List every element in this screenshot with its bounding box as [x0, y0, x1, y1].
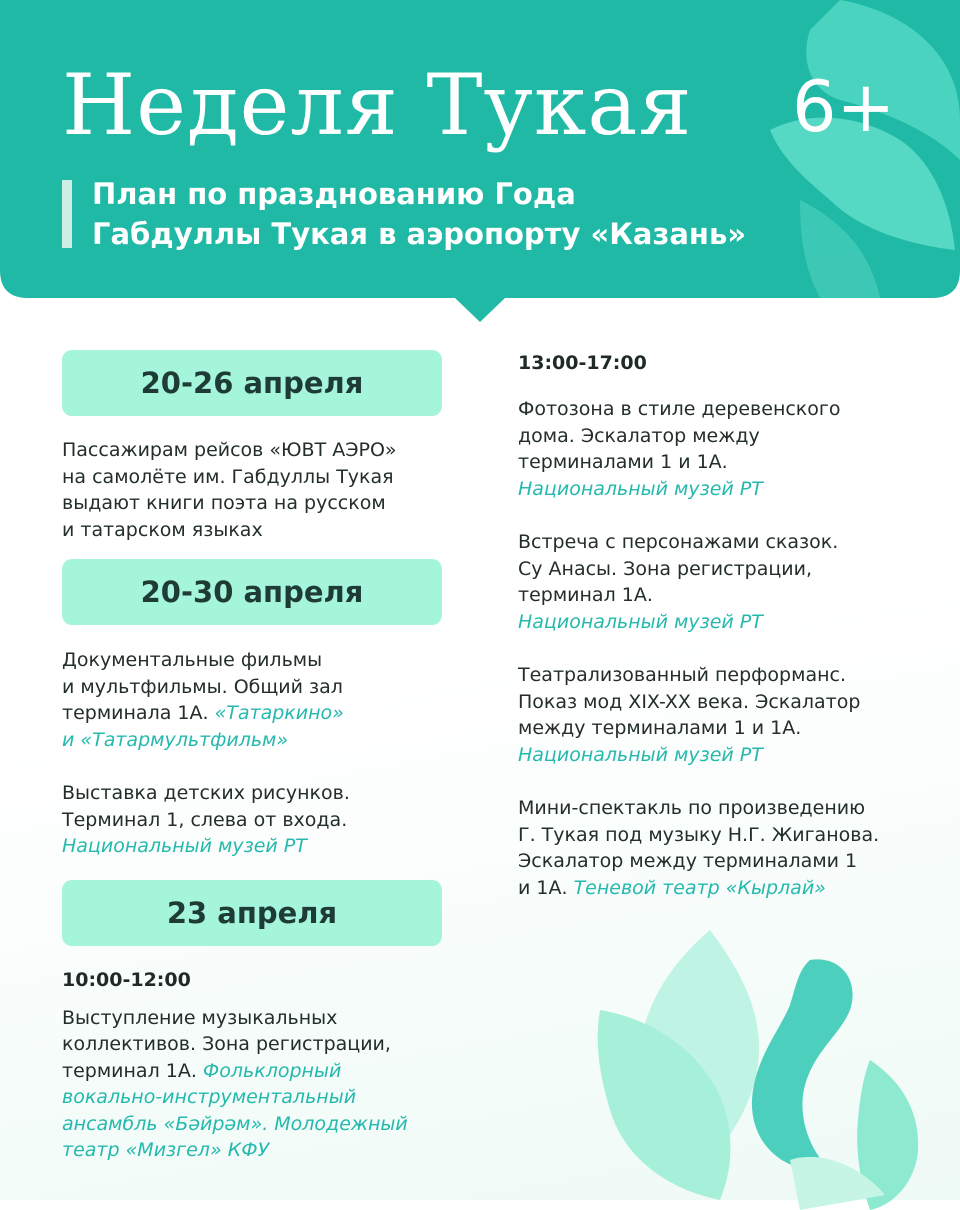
organizer-link[interactable]: Национальный музей РТ: [518, 743, 763, 766]
header: [0, 0, 960, 330]
floral-decoration-bottom-icon: [540, 910, 960, 1210]
text-line: коллективов. Зона регистрации,: [62, 1033, 391, 1055]
event-description: [62, 780, 442, 860]
text-line: выдают книги поэта на русском: [62, 492, 386, 514]
text-line: Эскалатор между терминалами 1: [518, 850, 858, 872]
text-line: на самолёте им. Габдуллы Тукая: [62, 465, 394, 488]
text-line: [62, 700, 442, 727]
subtitle-line: План по празднованию Года: [92, 177, 576, 211]
date-badge-20-26-april: 20-26 апреля: [62, 350, 442, 416]
text-line: [62, 1058, 442, 1085]
text-line: терминалами 1 и 1А.: [518, 451, 728, 473]
text-line: и татарском языках: [62, 518, 263, 541]
organizer-link[interactable]: Национальный музей РТ: [518, 610, 763, 633]
text-fragment: терминал 1А.: [62, 1059, 203, 1082]
event-description: [62, 437, 442, 543]
text-line: Мини-спектакль по произведению: [518, 797, 866, 819]
date-badge-23-april: 23 апреля: [62, 880, 442, 946]
event-time: 10:00-12:00: [62, 968, 191, 991]
text-fragment: терминала 1А.: [62, 702, 215, 724]
event-description: [518, 795, 938, 901]
text-line: Терминал 1, слева от входа.: [62, 808, 348, 831]
organizer-link[interactable]: и «Татармультфильм»: [62, 728, 289, 751]
subtitle-line: Габдуллы Тукая в аэропорту «Казань»: [92, 217, 747, 251]
text-line: Документальные фильмы: [62, 649, 323, 671]
text-line: дома. Эскалатор между: [518, 424, 760, 447]
organizer-link[interactable]: «Татаркино»: [214, 702, 344, 724]
organizer-link[interactable]: вокально-инструментальный: [62, 1086, 357, 1108]
subtitle-accent-bar: [62, 180, 72, 248]
organizer-link[interactable]: Национальный музей РТ: [518, 477, 763, 500]
organizer-link[interactable]: Фольклорный: [202, 1059, 342, 1082]
text-line: между терминалами 1 и 1А.: [518, 717, 802, 739]
organizer-link[interactable]: Теневой театр «Кырлай»: [573, 876, 826, 899]
text-line: Театрализованный перформанс.: [518, 664, 846, 686]
text-line: Г. Тукая под музыку Н.Г. Жиганова.: [518, 823, 880, 846]
age-rating-badge: 6+: [792, 66, 896, 148]
text-line: терминал 1А.: [518, 584, 653, 606]
event-description: [518, 396, 938, 502]
event-description: [62, 1005, 442, 1164]
organizer-link[interactable]: театр «Мизгел» КФУ: [62, 1139, 270, 1161]
date-badge-20-30-april: 20-30 апреля: [62, 559, 442, 625]
event-description: [62, 647, 442, 753]
page-title: Неделя Тукая: [62, 56, 693, 154]
organizer-link[interactable]: Национальный музей РТ: [62, 835, 307, 857]
text-line: Выступление музыкальных: [62, 1006, 338, 1029]
organizer-link[interactable]: ансамбль «Бәйрәм». Молодежный: [62, 1112, 408, 1135]
event-description: [518, 529, 938, 635]
text-line: Су Анасы. Зона регистрации,: [518, 557, 813, 580]
text-line: Фотозона в стиле деревенского: [518, 398, 841, 420]
left-column: [62, 350, 442, 1164]
text-line: Встреча с персонажами сказок.: [518, 531, 839, 553]
right-column: [518, 350, 938, 901]
text-line: Показ мод XIX-XX века. Эскалатор: [518, 690, 861, 713]
text-fragment: и 1А.: [518, 876, 574, 899]
event-time: 13:00-17:00: [518, 352, 647, 374]
text-line: [518, 875, 938, 902]
text-line: Выставка детских рисунков.: [62, 782, 350, 804]
text-line: Пассажирам рейсов «ЮВТ АЭРО»: [62, 439, 397, 461]
event-description: [518, 662, 938, 768]
text-line: и мультфильмы. Общий зал: [62, 675, 343, 698]
subtitle: [92, 174, 812, 254]
